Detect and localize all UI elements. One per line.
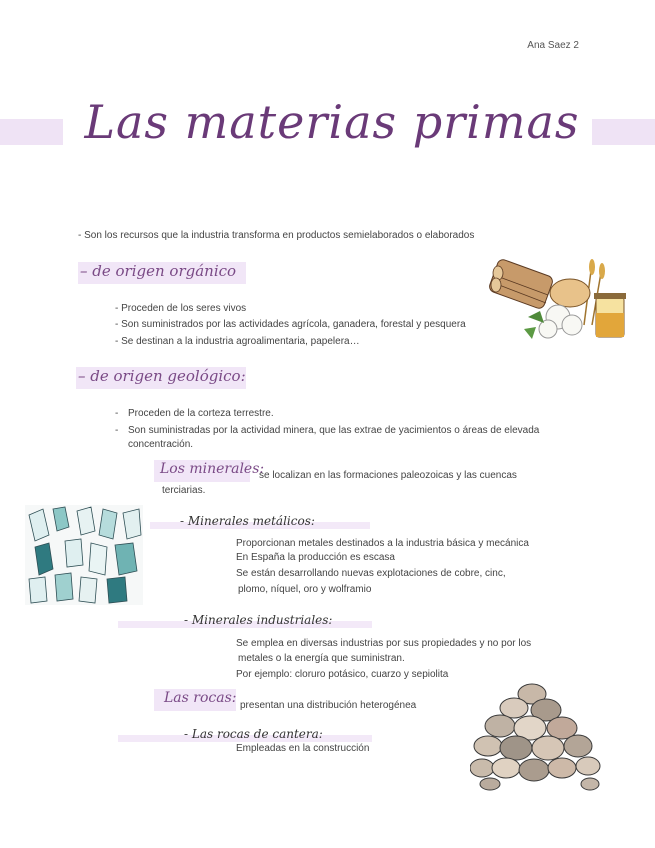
industrial-line-1: Se emplea en diversas industrias por sus propiedades y no por los xyxy=(236,638,532,649)
rock-pile-illustration xyxy=(470,680,605,792)
minerals-text-1: se localizan en las formaciones paleozoicas y las cuencas xyxy=(259,470,517,481)
geological-item-2: Son suministradas por la actividad minera, que las extrae de yacimientos o áreas de elevada xyxy=(128,425,540,436)
geological-item-3: concentración. xyxy=(128,439,194,450)
geological-bullet-2: - xyxy=(115,425,119,436)
industrial-line-2: metales o la energía que suministran. xyxy=(238,653,405,664)
organic-item-2: - Son suministrados por las actividades agrícola, ganadera, forestal y pesquera xyxy=(115,319,466,330)
industrial-line-3: Por ejemplo: cloruro potásico, cuarzo y sepiolita xyxy=(236,669,449,680)
rocks-heading: Las rocas: xyxy=(164,690,237,706)
geological-heading: – de origen geológico: xyxy=(78,367,246,385)
bread-icon xyxy=(550,279,590,307)
organic-heading: – de origen orgánico xyxy=(80,262,237,280)
geological-item-1: Proceden de la corteza terrestre. xyxy=(128,408,274,419)
minerals-text-2: terciarias. xyxy=(162,485,206,496)
quarry-text: Empleadas en la construcción xyxy=(236,743,370,754)
rocks-text: presentan una distribución heterogénea xyxy=(240,700,417,711)
organic-item-3: - Se destinan a la industria agroalimentaria, papelera… xyxy=(115,336,360,347)
industrial-heading: - Minerales industriales: xyxy=(184,613,333,627)
mineral-crystals-illustration xyxy=(25,505,143,605)
metallic-line-1: Proporcionan metales destinados a la industria básica y mecánica xyxy=(236,538,529,549)
organic-products-illustration xyxy=(488,255,633,350)
minerals-heading: Los minerales: xyxy=(160,461,265,477)
cotton-icon xyxy=(524,305,582,339)
definition-text: - Son los recursos que la industria transforma en productos semielaborados o elaborados xyxy=(78,230,475,241)
jar-icon xyxy=(594,293,626,337)
quarry-heading: - Las rocas de cantera: xyxy=(184,727,323,741)
metallic-line-4: plomo, níquel, oro y wolframio xyxy=(238,584,372,595)
page-title: Las materias primas xyxy=(84,95,580,149)
title-band-right xyxy=(592,119,655,145)
author-name: Ana Saez 2 xyxy=(527,40,579,51)
metallic-line-2: En España la producción es escasa xyxy=(236,552,395,563)
organic-item-1: - Proceden de los seres vivos xyxy=(115,303,247,314)
metallic-line-3: Se están desarrollando nuevas explotaciones de cobre, cinc, xyxy=(236,568,506,579)
title-band-left xyxy=(0,119,63,145)
geological-bullet-1: - xyxy=(115,408,119,419)
log-bundle-icon xyxy=(488,258,554,310)
metallic-heading: - Minerales metálicos: xyxy=(180,514,315,528)
